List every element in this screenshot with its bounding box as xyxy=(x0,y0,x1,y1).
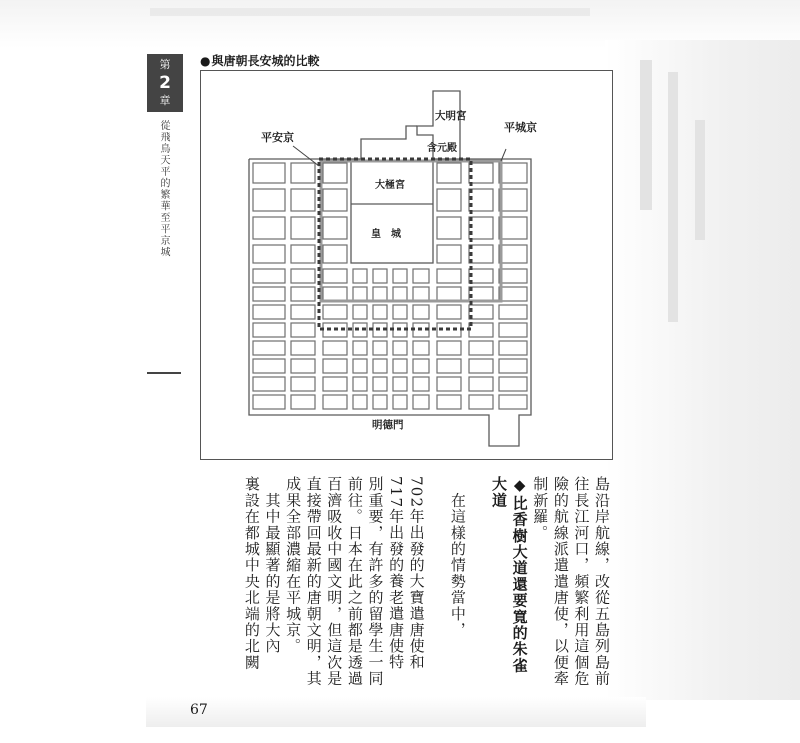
chapter-prefix: 第 xyxy=(159,58,171,71)
city-block xyxy=(413,395,429,409)
city-block xyxy=(253,341,285,355)
label-taikyoku: 大極宮 xyxy=(375,180,405,191)
city-block xyxy=(291,287,315,301)
city-block xyxy=(413,305,429,319)
text-column: 制新羅。 xyxy=(531,476,550,541)
city-block xyxy=(353,377,367,391)
city-block xyxy=(413,341,429,355)
city-block xyxy=(291,217,315,239)
text-column: 直接帶回最新的唐朝文明，其 xyxy=(304,476,323,687)
city-block xyxy=(469,359,493,373)
section-heading: ◆比香樹大道還要寬的朱雀大道 xyxy=(490,476,529,674)
city-block xyxy=(323,377,347,391)
city-block xyxy=(323,341,347,355)
city-block xyxy=(373,305,387,319)
city-block xyxy=(469,189,493,211)
page-number: 67 xyxy=(190,702,208,718)
city-block xyxy=(413,377,429,391)
chapter-badge xyxy=(147,54,183,112)
city-plan-diagram xyxy=(201,71,614,461)
city-block xyxy=(253,163,285,183)
label-kojo: 皇 城 xyxy=(371,229,401,240)
city-block xyxy=(253,323,285,337)
city-block xyxy=(323,359,347,373)
caption-text: 與唐朝長安城的比較 xyxy=(211,54,320,68)
figure-caption xyxy=(200,52,320,69)
label-ganen: 含元殿 xyxy=(427,143,457,154)
text-column: 裏設在都城中央北端的北闕 xyxy=(242,476,261,671)
text-column: 717年出發的養老遣唐使特 xyxy=(387,476,406,671)
city-block xyxy=(291,341,315,355)
label-meitoku: 明德門 xyxy=(372,419,404,431)
city-block xyxy=(253,245,285,263)
city-block xyxy=(499,217,527,239)
city-block xyxy=(291,305,315,319)
city-block xyxy=(437,305,461,319)
city-block xyxy=(499,377,527,391)
city-block xyxy=(499,269,527,283)
city-block xyxy=(353,269,367,283)
city-block xyxy=(437,359,461,373)
city-block xyxy=(499,163,527,183)
city-block xyxy=(437,245,461,263)
city-block xyxy=(437,377,461,391)
city-block xyxy=(469,377,493,391)
city-plan-figure xyxy=(200,70,613,460)
city-block xyxy=(373,269,387,283)
city-block xyxy=(499,189,527,211)
city-block xyxy=(469,269,493,283)
page-footer xyxy=(146,697,646,727)
city-block xyxy=(499,305,527,319)
side-divider xyxy=(147,372,181,374)
caption-bullet: ● xyxy=(200,54,211,68)
city-block xyxy=(393,359,407,373)
city-block xyxy=(253,359,285,373)
city-block xyxy=(253,189,285,211)
city-block xyxy=(323,287,347,301)
city-block xyxy=(323,305,347,319)
city-block xyxy=(253,377,285,391)
bleed-mark xyxy=(150,8,590,16)
city-block xyxy=(469,217,493,239)
bleed-mark xyxy=(695,120,705,240)
text-column: 其中最顯著的是將大內 xyxy=(263,476,282,655)
city-block xyxy=(353,287,367,301)
city-block xyxy=(437,269,461,283)
city-block xyxy=(253,217,285,239)
text-column: 島沿岸航線，改從五島列島前 xyxy=(593,476,611,687)
city-block xyxy=(393,377,407,391)
city-block xyxy=(353,305,367,319)
city-block xyxy=(291,323,315,337)
city-block xyxy=(393,395,407,409)
bleed-mark xyxy=(668,72,678,322)
city-block xyxy=(469,323,493,337)
city-block xyxy=(373,287,387,301)
city-block xyxy=(253,269,285,283)
city-block xyxy=(323,395,347,409)
city-block xyxy=(393,269,407,283)
city-block xyxy=(373,377,387,391)
city-block xyxy=(437,217,461,239)
city-block xyxy=(291,269,315,283)
text-column: 在這樣的情勢當中， xyxy=(448,476,467,638)
city-block xyxy=(469,245,493,263)
city-block xyxy=(469,341,493,355)
city-block xyxy=(413,359,429,373)
city-block xyxy=(253,305,285,319)
city-block xyxy=(393,341,407,355)
city-block xyxy=(469,305,493,319)
text-column: 險的航線派遣遣唐使，以便牽 xyxy=(551,476,570,687)
bleed-mark xyxy=(640,60,652,210)
label-heijo: 平城京 xyxy=(504,121,537,134)
city-block xyxy=(499,341,527,355)
city-block xyxy=(437,341,461,355)
city-block xyxy=(499,323,527,337)
city-block xyxy=(323,163,347,183)
text-column: 702年出發的大寶遣唐使和 xyxy=(407,476,426,671)
text-column: 前往。日本在此之前都是透過 xyxy=(345,476,364,687)
city-block xyxy=(373,359,387,373)
city-block xyxy=(393,287,407,301)
city-block xyxy=(413,269,429,283)
city-block xyxy=(393,305,407,319)
chapter-suffix: 章 xyxy=(159,94,171,107)
city-block xyxy=(469,287,493,301)
city-block xyxy=(323,245,347,263)
city-block xyxy=(291,245,315,263)
city-block xyxy=(353,359,367,373)
city-block xyxy=(253,395,285,409)
city-block xyxy=(323,189,347,211)
city-block xyxy=(373,395,387,409)
label-daimyo: 大明宮 xyxy=(435,110,467,122)
text-column: 往長江河口，頻繁利用這個危 xyxy=(572,476,591,687)
city-block xyxy=(499,245,527,263)
label-heian: 平安京 xyxy=(261,131,294,144)
city-block xyxy=(437,163,461,183)
text-column: 別重要，有許多的留學生一同 xyxy=(366,476,385,687)
city-block xyxy=(353,341,367,355)
city-block xyxy=(291,163,315,183)
city-block xyxy=(291,359,315,373)
city-block xyxy=(291,189,315,211)
city-block xyxy=(291,395,315,409)
body-text xyxy=(200,476,612,688)
chapter-number: 2 xyxy=(159,73,171,93)
city-block xyxy=(469,163,493,183)
city-block xyxy=(291,377,315,391)
city-block xyxy=(373,341,387,355)
city-block xyxy=(437,287,461,301)
text-column: 百濟吸收中國文明，但這次是 xyxy=(325,476,344,687)
city-block xyxy=(499,287,527,301)
city-block xyxy=(323,217,347,239)
city-block xyxy=(499,395,527,409)
city-block xyxy=(253,287,285,301)
city-block xyxy=(499,359,527,373)
city-block xyxy=(413,287,429,301)
city-block xyxy=(437,189,461,211)
city-block xyxy=(437,395,461,409)
running-chapter-title: 從飛鳥天平的繁華至平京城 xyxy=(158,120,169,258)
text-column: 成果全部濃縮在平城京。 xyxy=(284,476,303,655)
city-block xyxy=(353,395,367,409)
city-block xyxy=(323,269,347,283)
city-block xyxy=(469,395,493,409)
